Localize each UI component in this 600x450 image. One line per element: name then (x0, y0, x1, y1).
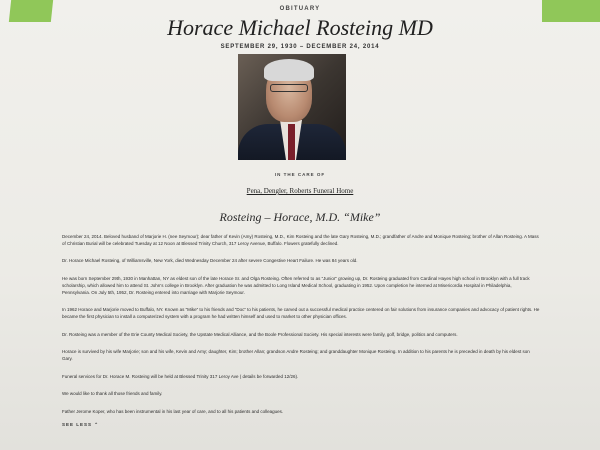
funeral-home (0, 180, 600, 198)
see-less-button[interactable] (62, 422, 99, 428)
obituary-paragraph: Father Jerome Koper, who has been instrumental in his last year of care, and to all his patients and colleagues. (62, 409, 284, 415)
page-title: Horace Michael Rosteing MD (167, 15, 433, 40)
obituary-paragraph: We would like to thank all those friends and family. (62, 391, 163, 397)
life-dates: SEPTEMBER 29, 1930 – DECEMBER 24, 2014 (220, 44, 380, 50)
portrait-hair (264, 59, 314, 81)
care-label: IN THE CARE OF (274, 172, 326, 177)
see-less-label: SEE LESS (62, 422, 93, 427)
obituary-paragraph: Funeral services for Dr. Horace M. Rosteing will be held at Blessed Trinity 317 Leroy Ave ( details be forwarded 12/26). (62, 373, 299, 379)
portrait-tie (288, 124, 295, 160)
chevron-up-icon: ⌃ (94, 422, 100, 427)
obituary-paragraph: Dr. Horace Michael Rosteing, of Williamsville, New York, died Wednesday December 24 after severe Congestive Heart Failure. He was 84 years old. (62, 258, 358, 264)
portrait-glasses (270, 84, 308, 92)
obituary-paragraph: December 24, 2014. Beloved husband of Marjorie H. (nee Seymour); dear father of Kevin (Amy) Rosteing, M.D., Kim Rosteing and the late Gary Rosteing, M.D.; grandfather of Andre and Monique Rosteing; brother of Allan Rosteing. A Mass of Christian Burial will be celebrated Tuesday at 12 Noon at Blessed Trinity Church, 317 Leroy Avenue, Buffalo. Flowers gratefully declined. (62, 234, 539, 246)
obituary-paragraph: In 1962 Horace and Marjorie moved to Buffalo, NY. Known as “Mike” to his friends and “Doc” to his patients, he carved out a successful medical practice centered on fair solutions from insurance companies and advocacy of patient rights. He became the first physician to install a computerized system with a program he had written himself and used to market to other physician offices. (62, 307, 540, 319)
obituary-paragraph: Horace is survived by his wife Marjorie; son and his wife, Kevin and Amy; daughter, Kim; brother Allan; grandson Andre Rosteing; and granddaughter Monique Rosteing. In addition to his parents he is preceded in death by his eldest son Gary. (62, 349, 530, 362)
obituary-paragraph: He was born September 29th, 1930 in Manhattan, NY as eldest son of the late Horace Sr. and Olga Rosteing. Often referred to as “Junior” growing up, Dr. Rosteing graduated from Cardinal Hayes high school in Brooklyn with a full track scholarship, which allowed him to attend St. John’s college in Brooklyn. After graduation he was admitted to Long Island Medical School, graduating in 1952. Upon completion he interned at Misericordia Hospital in Philadelphia, Pennsylvania. On July 5th, 1952, Dr. Rosteing entered into marriage with Marjorie Seymour. (62, 276, 530, 295)
obituary-subtitle: Rosteing – Horace, M.D. “Mike” (219, 210, 381, 224)
obituary-paragraph: Dr. Rosteing was a member of the Erie County Medical Society, the Upstate Medical Alliance, and the Boole Professional Society. His special interests were family, golf, bridge, politics and computers. (62, 331, 458, 337)
funeral-home-link[interactable]: Pena, Dengler, Roberts Funeral Home (246, 187, 354, 195)
portrait-photo (238, 54, 346, 160)
section-label: OBITUARY (279, 6, 321, 12)
obituary-body (62, 234, 540, 427)
